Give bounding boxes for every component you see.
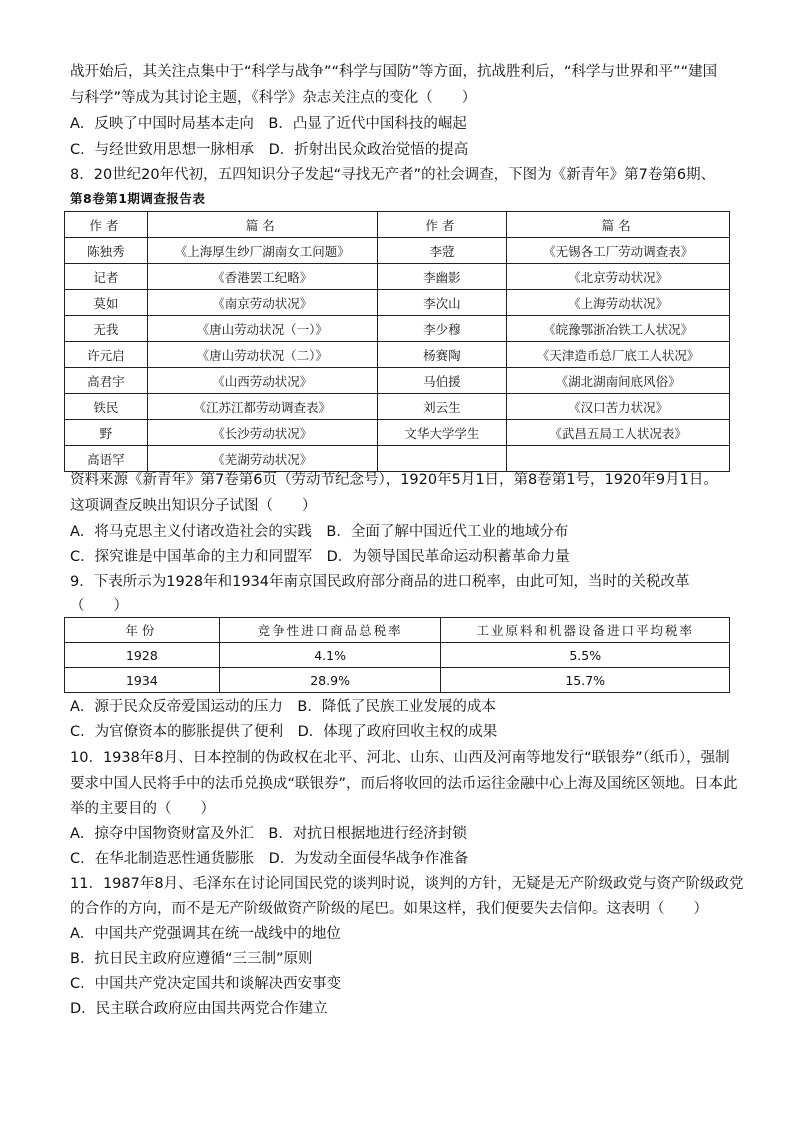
title-cell: 《上海厚生纱厂湖南女工问题》 <box>147 238 377 264</box>
q9-option-ab: A．源于民众反帝爱国运动的压力 B．降低了民族工业发展的成本 <box>70 699 496 715</box>
title-cell: 《唐山劳动状况（一）》 <box>147 316 377 342</box>
table-row <box>65 342 730 368</box>
table-row <box>65 446 730 472</box>
table-row <box>65 420 730 446</box>
q7-text-line-1: 战开始后，其关注点集中于“科学与战争”“科学与国防”等方面，抗战胜利后，“科学与世界和平”“建国 <box>70 64 718 80</box>
header-industrial-rate: 工业原料和机器设备进口平均税率 <box>441 618 730 643</box>
title-cell: 《上海劳动状况》 <box>507 290 730 316</box>
header-competitive-rate: 竞争性进口商品总税率 <box>219 618 441 643</box>
survey-report-table <box>64 211 730 472</box>
title-cell: 《芜湖劳动状况》 <box>147 446 377 472</box>
table-row <box>65 668 730 693</box>
rate-cell: 15.7% <box>441 668 730 693</box>
author-cell: 李次山 <box>377 290 507 316</box>
author-cell: 李蒄 <box>377 238 507 264</box>
table-row <box>65 264 730 290</box>
author-cell: 野 <box>65 420 148 446</box>
rate-cell: 4.1% <box>219 643 441 668</box>
q10-text-line-2: 要求中国人民将手中的法币兑换成“联银券”，而后将收回的法币运往金融中心上海及国统区领地。日本此 <box>70 776 738 792</box>
author-cell: 莫如 <box>65 290 148 316</box>
q8-option-cd: C．探究谁是中国革命的主力和同盟军 D．为领导国民革命运动积蓄革命力量 <box>70 549 570 565</box>
q11-option-d: D．民主联合政府应由国共两党合作建立 <box>70 1001 328 1017</box>
q11-text-line-2: 的合作的方向，而不是无产阶级做资产阶级的尾巴。如果这样，我们便要失去信仰。这表明（ ） <box>70 901 708 917</box>
q10-option-cd: C．在华北制造恶性通货膨胀 D．为发动全面侵华战争作准备 <box>70 851 469 867</box>
author-cell <box>377 446 507 472</box>
title-cell: 《长沙劳动状况》 <box>147 420 377 446</box>
q9-option-cd: C．为官僚资本的膨胀提供了便利 D．体现了政府回收主权的成果 <box>70 724 498 740</box>
title-cell <box>507 446 730 472</box>
q7-option-cd: C．与经世致用思想一脉相承 D．折射出民众政治觉悟的提高 <box>70 142 469 158</box>
q8-question-stem: 这项调查反映出知识分子试图（ ） <box>70 498 317 514</box>
title-cell: 《武昌五局工人状况表》 <box>507 420 730 446</box>
tariff-rate-table <box>64 617 730 693</box>
table-row <box>65 238 730 264</box>
author-cell: 无我 <box>65 316 148 342</box>
table-header-row <box>65 618 730 643</box>
q8-text-line-1: 8．20世纪20年代初，五四知识分子发起“寻找无产者”的社会调查，下图为《新青年》第7卷第6期、 <box>70 167 716 183</box>
author-cell: 杨赛陶 <box>377 342 507 368</box>
author-cell: 李少穆 <box>377 316 507 342</box>
rate-cell: 28.9% <box>219 668 441 693</box>
table1-caption: 第8卷第1期调查报告表 <box>70 191 206 206</box>
author-cell: 许元启 <box>65 342 148 368</box>
author-cell: 马伯援 <box>377 368 507 394</box>
author-cell: 铁民 <box>65 394 148 420</box>
header-title: 篇名 <box>507 212 730 238</box>
title-cell: 《无锡各工厂劳动调查表》 <box>507 238 730 264</box>
title-cell: 《北京劳动状况》 <box>507 264 730 290</box>
q10-option-ab: A．掠夺中国物资财富及外汇 B．对抗日根据地进行经济封锁 <box>70 826 467 842</box>
title-cell: 《江苏江都劳动调查表》 <box>147 394 377 420</box>
author-cell: 文华大学学生 <box>377 420 507 446</box>
table-row <box>65 368 730 394</box>
title-cell: 《唐山劳动状况（二）》 <box>147 342 377 368</box>
table-header-row <box>65 212 730 238</box>
year-cell: 1928 <box>65 643 220 668</box>
title-cell: 《山西劳动状况》 <box>147 368 377 394</box>
q9-answer-blank: （ ） <box>70 598 128 614</box>
header-author: 作者 <box>65 212 148 238</box>
author-cell: 刘云生 <box>377 394 507 420</box>
q8-option-ab: A．将马克思主义付诸改造社会的实践 B．全面了解中国近代工业的地域分布 <box>70 524 569 540</box>
title-cell: 《香港罢工纪略》 <box>147 264 377 290</box>
title-cell: 《湖北湖南间底风俗》 <box>507 368 730 394</box>
q7-option-ab: A．反映了中国时局基本走向 B．凸显了近代中国科技的崛起 <box>70 116 467 132</box>
header-title: 篇名 <box>147 212 377 238</box>
author-cell: 高君宇 <box>65 368 148 394</box>
author-cell: 李幽影 <box>377 264 507 290</box>
q10-question-stem: 举的主要目的（ ） <box>70 801 215 817</box>
table-row <box>65 316 730 342</box>
title-cell: 《皖豫鄂浙冶铁工人状况》 <box>507 316 730 342</box>
q11-option-a: A．中国共产党强调其在统一战线中的地位 <box>70 926 341 942</box>
table-row <box>65 643 730 668</box>
q9-text-line-1: 9．下表所示为1928年和1934年南京国民政府部分商品的进口税率，由此可知，当时的关税改革 <box>70 574 690 590</box>
header-author: 作者 <box>377 212 507 238</box>
rate-cell: 5.5% <box>441 643 730 668</box>
title-cell: 《天津造币总厂底工人状况》 <box>507 342 730 368</box>
table-row <box>65 290 730 316</box>
title-cell: 《汉口苦力状况》 <box>507 394 730 420</box>
title-cell: 《南京劳动状况》 <box>147 290 377 316</box>
q10-text-line-1: 10．1938年8月、日本控制的伪政权在北平、河北、山东、山西及河南等地发行“联银券”（纸币），强制 <box>70 750 730 766</box>
author-cell: 高语罕 <box>65 446 148 472</box>
author-cell: 记者 <box>65 264 148 290</box>
q11-text-line-1: 11．1987年8月、毛泽东在讨论同国民党的谈判时说，谈判的方针，无疑是无产阶级政党与资产阶级政党 <box>70 876 744 892</box>
q7-text-line-2: 与科学”等成为其讨论主题，《科学》杂志关注点的变化（ ） <box>70 90 477 106</box>
q11-option-b: B．抗日民主政府应遵循“三三制”原则 <box>70 951 313 967</box>
author-cell: 陈独秀 <box>65 238 148 264</box>
table-row <box>65 394 730 420</box>
table1-source-note: 资料来源《新青年》第7卷第6页（劳动节纪念号），1920年5月1日，第8卷第1号，1920年9月1日。 <box>70 472 718 488</box>
year-cell: 1934 <box>65 668 220 693</box>
header-year: 年份 <box>65 618 220 643</box>
q11-option-c: C．中国共产党决定国共和谈解决西安事变 <box>70 976 342 992</box>
